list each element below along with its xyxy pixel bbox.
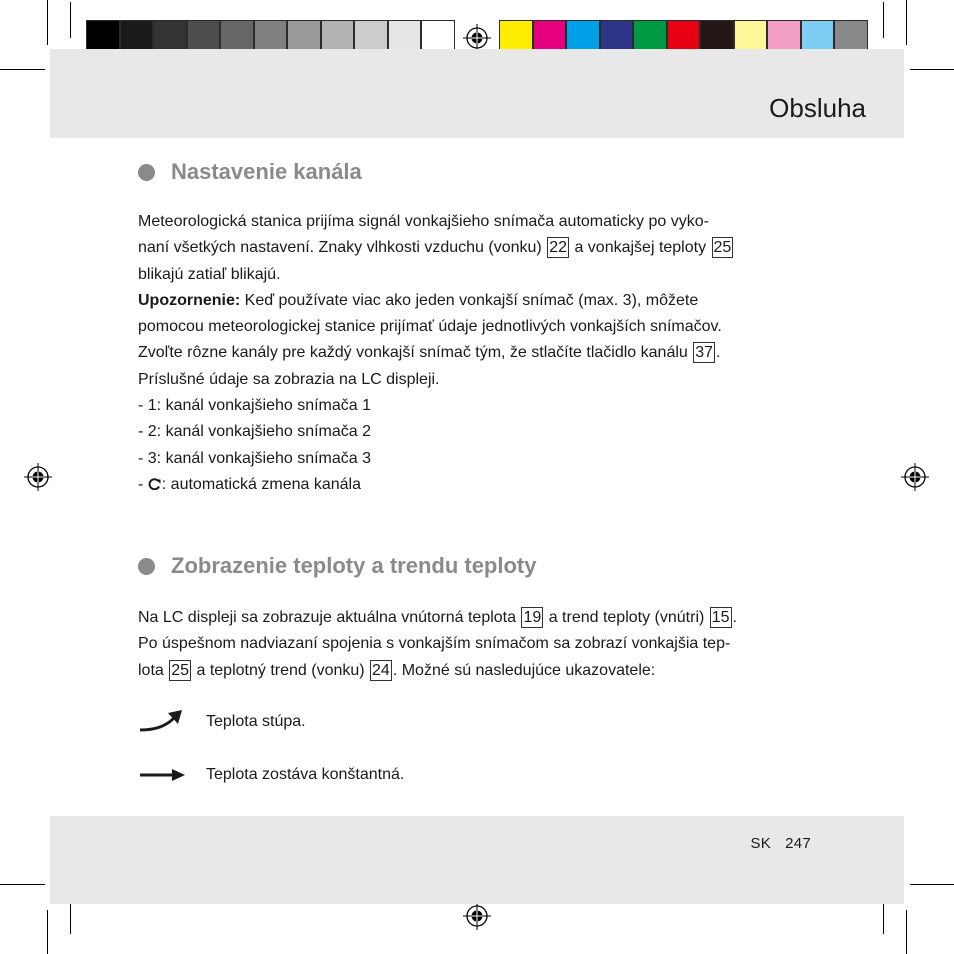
- registration-mark-icon: [463, 24, 491, 52]
- text-line: [138, 658, 818, 684]
- footer-band: [50, 816, 904, 904]
- reference-number: 25: [713, 239, 732, 257]
- text-span: a vonkajšej teploty: [570, 239, 711, 257]
- trend-steady-row: [138, 761, 404, 789]
- section-title: Nastavenie kanála: [171, 159, 362, 184]
- temperature-paragraph: [138, 605, 818, 684]
- text-span: naní všetkých nastavení. Znaky vlhkosti vzduchu (vonku): [138, 239, 547, 257]
- page-title: Obsluha: [769, 93, 866, 123]
- page-footer: [750, 835, 811, 852]
- list-item: - 1: kanál vonkajšieho snímača 1: [138, 397, 372, 415]
- text-line: [138, 340, 818, 366]
- text-span: Na LC displeji sa zobrazuje aktuálna vnútorná teplota: [138, 609, 521, 626]
- list-item: [138, 472, 818, 498]
- text-line: [138, 605, 818, 631]
- list-item: - 2: kanál vonkajšieho snímača 2: [138, 423, 372, 441]
- text-span: . Možné sú nasledujúce ukazovatele:: [392, 661, 656, 679]
- crop-mark: [906, 0, 907, 45]
- section-heading-channel: [138, 159, 362, 185]
- crop-mark: [0, 69, 45, 70]
- reference-number: 37: [695, 344, 714, 362]
- channel-paragraph: [138, 209, 818, 498]
- text-span: .: [716, 344, 721, 362]
- crop-mark: [70, 2, 71, 38]
- crop-mark: [883, 2, 884, 38]
- crop-mark: [910, 884, 954, 885]
- bullet-icon: [138, 164, 155, 181]
- reference-number: 19: [523, 609, 542, 626]
- footer-language: SK: [750, 835, 772, 852]
- arrow-rising-icon: [138, 708, 186, 736]
- section-heading-temperature: [138, 553, 536, 579]
- reference-number: 25: [171, 661, 190, 679]
- text-span: Keď používate viac ako jeden vonkajší snímač (max. 3), môžete: [240, 291, 699, 309]
- note-label: Upozornenie:: [138, 291, 241, 309]
- trend-steady-label: Teplota zostáva konštantná.: [206, 766, 405, 783]
- reference-number: 15: [711, 609, 730, 626]
- text-span: -: [138, 475, 148, 493]
- page-number: 247: [785, 835, 811, 852]
- text-span: : automatická zmena kanála: [161, 475, 361, 493]
- registration-mark-icon: [901, 463, 929, 491]
- text-line: blikajú zatiaľ blikajú.: [138, 265, 281, 283]
- trend-rising-label: Teplota stúpa.: [206, 713, 306, 730]
- text-line: Meteorologická stanica prijíma signál vonkajšieho snímača automaticky po vyko-: [138, 213, 709, 230]
- bullet-icon: [138, 558, 155, 575]
- text-line: Po úspešnom nadviazaní spojenia s vonkajším snímačom sa zobrazí vonkajšia tep-: [138, 635, 731, 653]
- registration-mark-icon: [24, 463, 52, 491]
- list-item: - 3: kanál vonkajšieho snímača 3: [138, 449, 372, 467]
- reference-number: 22: [549, 239, 567, 257]
- auto-cycle-icon: [148, 478, 162, 490]
- crop-mark: [47, 910, 48, 954]
- text-line: [138, 235, 818, 261]
- text-span: a trend teploty (vnútri): [544, 609, 709, 626]
- text-line: pomocou meteorologickej stanice prijímať údaje jednotlivých vonkajších snímačov.: [138, 318, 722, 336]
- text-span: Zvoľte rôzne kanály pre každý vonkajší snímač tým, že stlačíte tlačidlo kanálu: [138, 344, 693, 362]
- crop-mark: [47, 0, 48, 45]
- section-title: Zobrazenie teploty a trendu teploty: [171, 553, 537, 578]
- text-span: lota: [138, 661, 169, 679]
- crop-mark: [910, 69, 954, 70]
- crop-mark: [906, 910, 907, 954]
- trend-rising-row: [138, 708, 306, 736]
- text-span: .: [732, 609, 738, 626]
- text-line: [138, 288, 818, 314]
- arrow-right-icon: [138, 761, 186, 789]
- reference-number: 24: [372, 661, 390, 679]
- crop-mark: [0, 884, 45, 885]
- text-line: Príslušné údaje sa zobrazia na LC displeji.: [138, 370, 440, 388]
- registration-mark-icon: [463, 902, 491, 930]
- text-span: a teplotný trend (vonku): [192, 661, 370, 679]
